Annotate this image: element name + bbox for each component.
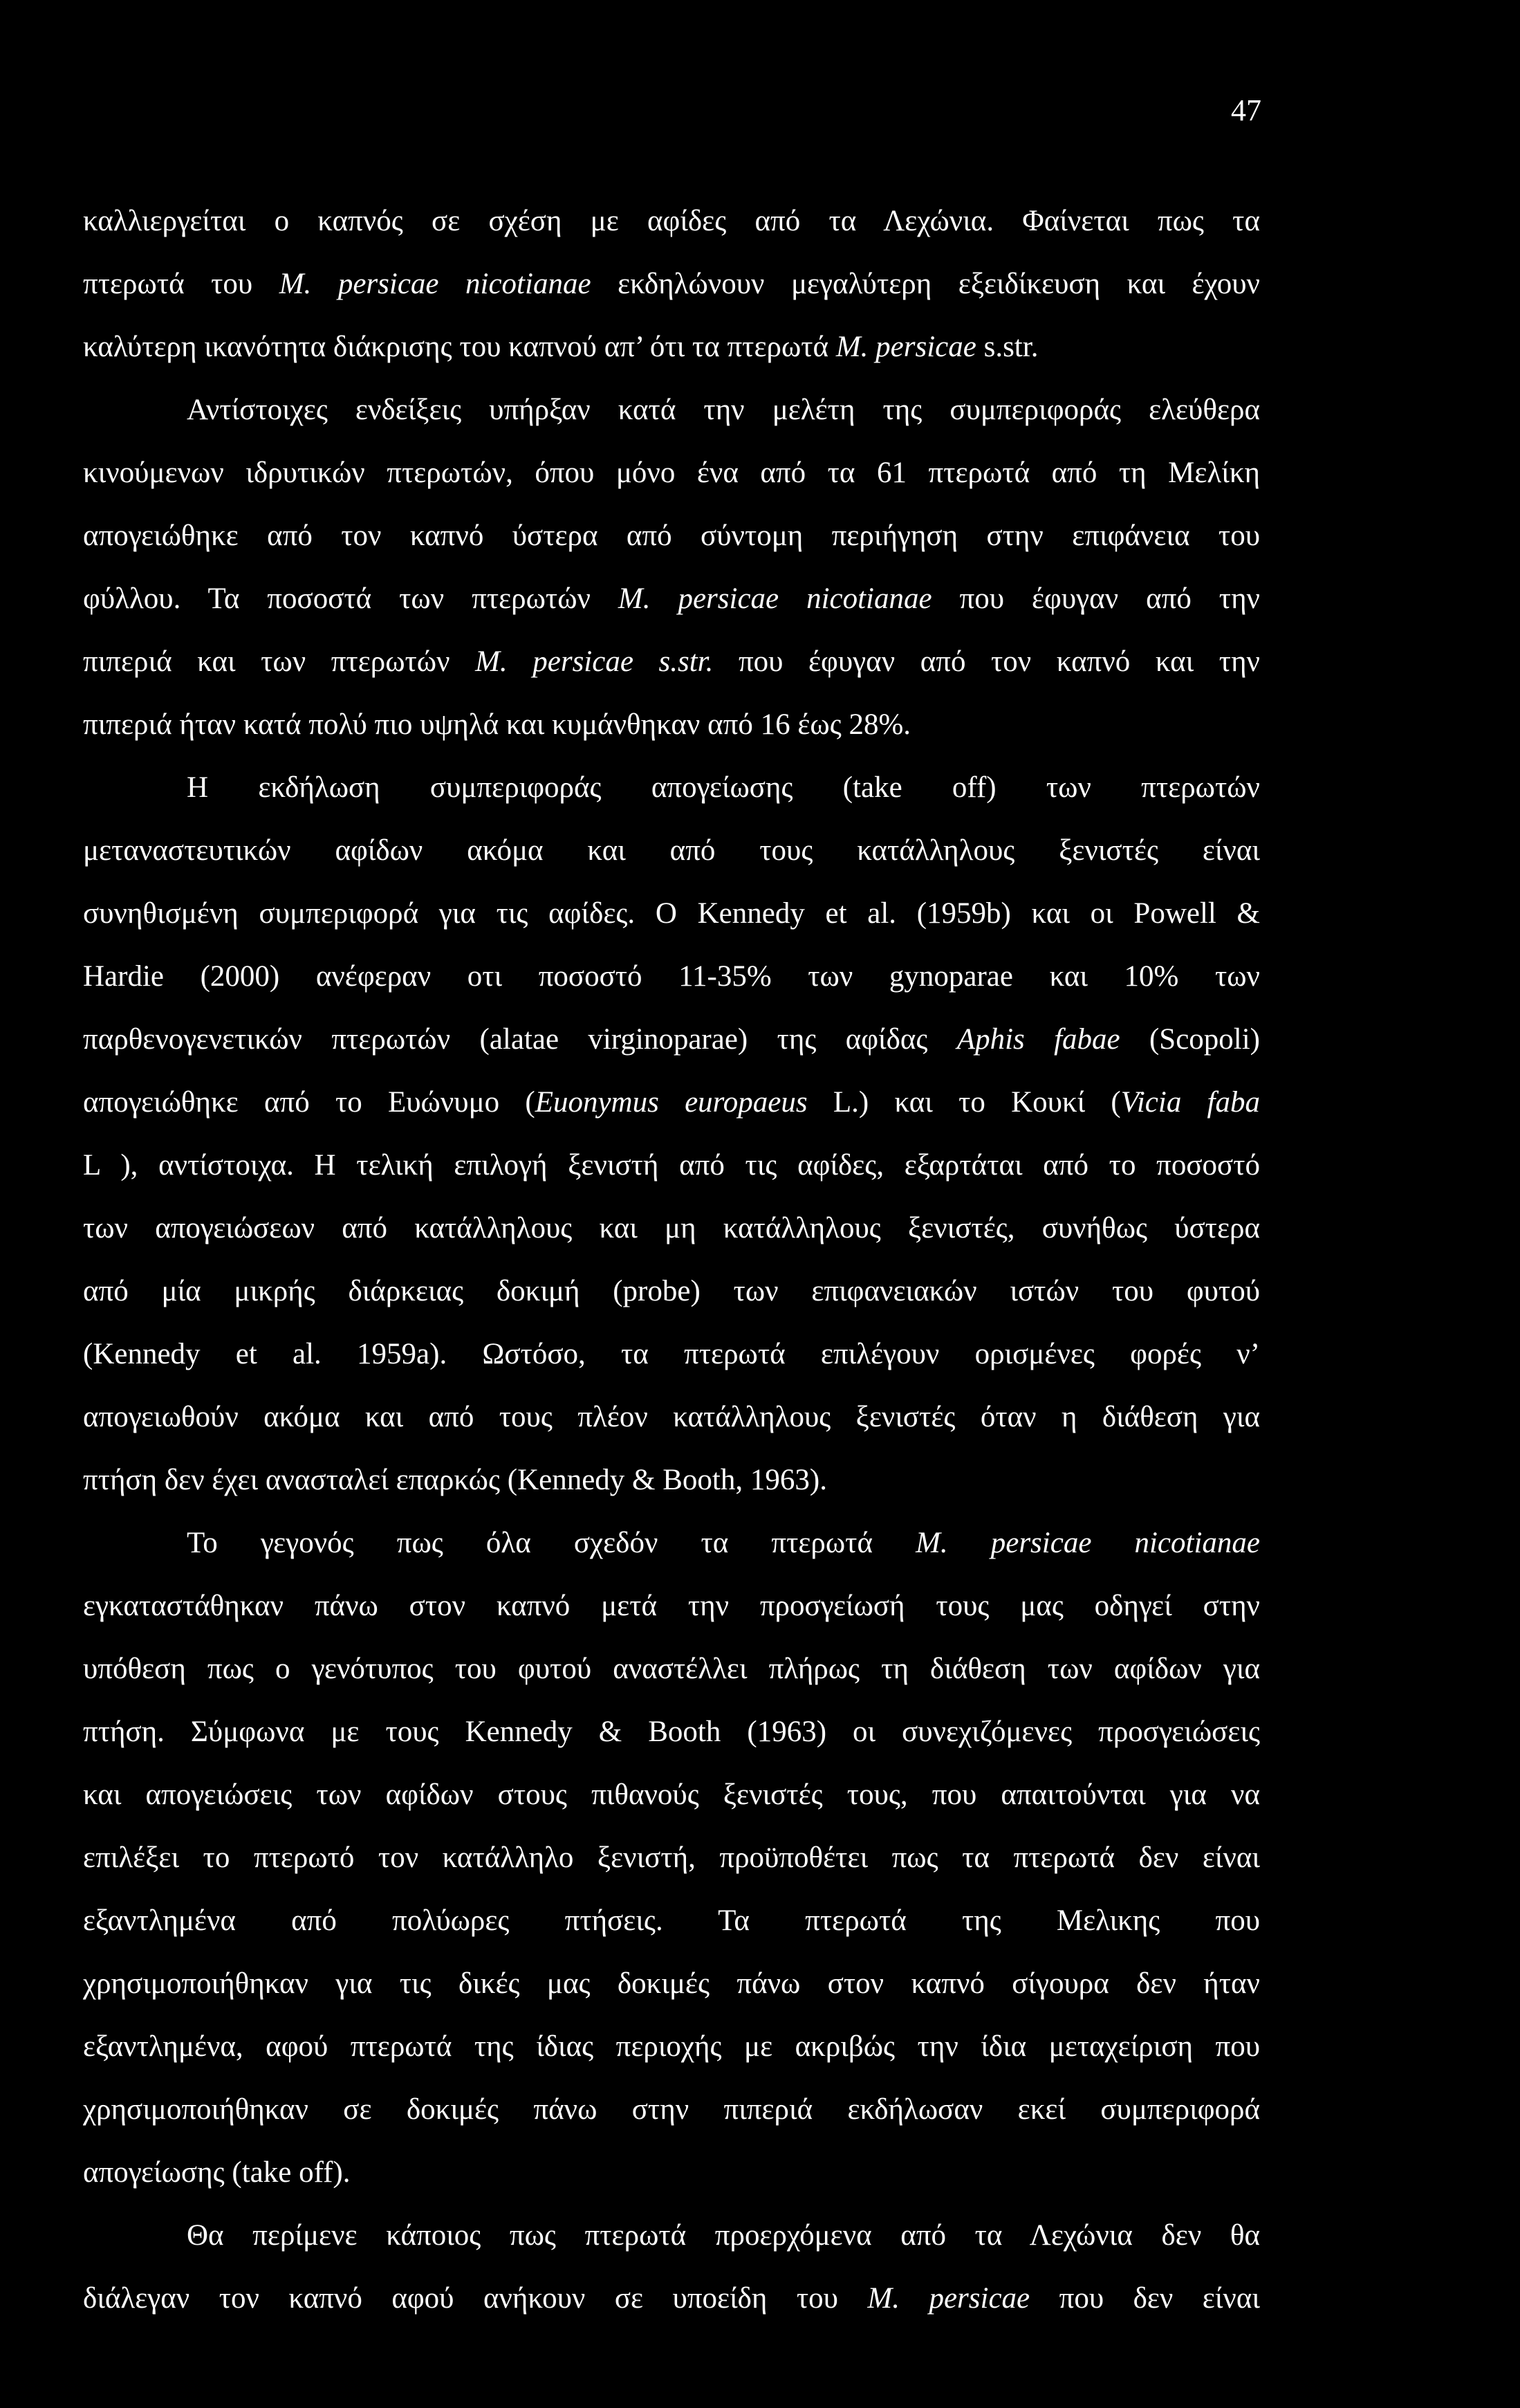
text-line [83,2077,1260,2143]
text-line [83,314,1260,380]
text-segment: απογειώθηκε από το Ευώνυμο ( [83,1086,535,1119]
italic-term: Aphis fabae [956,1023,1120,1056]
text-line [83,2140,1260,2206]
text-line [83,1447,1260,1514]
text-segment: απογειώθηκε από τον καπνό ύστερα από σύντομη περιήγηση στην επιφάνεια του [83,520,1260,552]
text-segment: εξαντλημένα, αφού πτερωτά της ίδιας περιοχής με ακριβώς την ίδια μεταχείριση που [83,2030,1260,2063]
text-line [83,1007,1260,1073]
text-line [83,1825,1260,1891]
text-line [83,1573,1260,1639]
text-line [83,1762,1260,1828]
text-segment: (Kennedy et al. 1959a). Ωστόσο, τα πτερωτά επιλέγουν ορισμένες φορές ν’ [83,1338,1260,1370]
text-segment: πτήση δεν έχει ανασταλεί επαρκώς (Kennedy & Booth, 1963). [83,1464,827,1496]
text-line [83,503,1260,569]
text-segment: Το γεγονός πως όλα σχεδόν τα πτερωτά [187,1527,916,1559]
text-segment: απογείωσης (take off). [83,2156,351,2189]
text-segment: απογειωθούν ακόμα και από τους πλέον κατάλληλους ξενιστές όταν η διάθεση για [83,1401,1260,1433]
text-segment: Η εκδήλωση συμπεριφοράς απογείωσης (take off) των πτερωτών [187,771,1260,804]
text-segment: L ), αντίστοιχα. Η τελική επιλογή ξενιστή από τις αφίδες, εξαρτάται από το ποσοστό [83,1149,1260,1182]
text-segment: χρησιμοποιήθηκαν για τις δικές μας δοκιμές πάνω στον καπνό σίγουρα δεν ήταν [83,1967,1260,2000]
text-line [83,1069,1260,1136]
text-segment: πτερωτά του [83,268,279,300]
italic-term: M. persicae s.str. [475,645,714,678]
text-segment: συνηθισμένη συμπεριφορά για τις αφίδες. Ο Kennedy et al. (1959b) και οι Powell & [83,897,1260,930]
text-segment: από μία μικρής διάρκειας δοκιμή (probe) των επιφανειακών ιστών του φυτού [83,1275,1260,1307]
text-segment: που έφυγαν από τον καπνό και την [713,645,1260,678]
text-line [83,188,1260,255]
text-line [83,2014,1260,2080]
italic-term: M. persicae nicotianae [618,582,932,615]
text-line [83,1321,1260,1388]
italic-term: Vicia faba [1120,1086,1261,1119]
text-segment: υπόθεση πως ο γενότυπος του φυτού αναστέλλει πλήρως τη διάθεση των αφίδων για [83,1653,1260,1685]
text-segment: καλύτερη ικανότητα διάκρισης του καπνού απ’ ότι τα πτερωτά [83,331,836,363]
text-segment: που έφυγαν από την [932,582,1260,615]
text-line [83,2265,1260,2332]
text-line [83,881,1260,947]
text-line [83,692,1260,758]
text-line [83,1888,1260,1954]
italic-term: M. persicae [835,331,976,363]
text-line [83,440,1260,506]
italic-term: Euonymus europaeus [535,1086,808,1119]
text-segment: πιπεριά και των πτερωτών [83,645,476,678]
text-segment: παρθενογενετικών πτερωτών (alatae virginoparae) της αφίδας [83,1023,957,1056]
text-line [83,1384,1260,1451]
text-segment: των απογειώσεων από κατάλληλους και μη κατάλληλους ξενιστές, συνήθως ύστερα [83,1212,1260,1244]
text-line [83,1951,1260,2017]
italic-term: M. persicae [867,2282,1030,2315]
page-number: 47 [1231,93,1261,127]
text-line [83,566,1260,632]
text-segment: s.str. [976,331,1039,363]
text-segment: και απογειώσεις των αφίδων στους πιθανούς ξενιστές τους, που απαιτούνται για να [83,1779,1260,1811]
text-segment: Αντίστοιχες ενδείξεις υπήρξαν κατά την μελέτη της συμπεριφοράς ελεύθερα [187,394,1260,426]
text-line [83,251,1260,318]
text-segment: που δεν είναι [1030,2282,1260,2315]
text-segment: διάλεγαν τον καπνό αφού ανήκουν σε υποείδη του [83,2282,868,2315]
text-segment: μεταναστευτικών αφίδων ακόμα και από τους κατάλληλους ξενιστές είναι [83,834,1260,867]
text-line [187,377,1260,443]
text-segment: (Scopoli) [1120,1023,1260,1056]
text-segment: Hardie (2000) ανέφεραν οτι ποσοστό 11-35% των gynoparae και 10% των [83,960,1260,993]
text-segment: κινούμενων ιδρυτικών πτερωτών, όπου μόνο ένα από τα 61 πτερωτά από τη Μελίκη [83,457,1260,489]
text-segment: Θα περίμενε κάποιος πως πτερωτά προερχόμενα από τα Λεχώνια δεν θα [187,2219,1260,2252]
text-line [83,1195,1260,1262]
text-segment: επιλέξει το πτερωτό τον κατάλληλο ξενιστή, προϋποθέτει πως τα πτερωτά δεν είναι [83,1841,1260,1874]
text-line [83,1258,1260,1325]
italic-term: M. persicae nicotianae [916,1527,1260,1559]
text-segment: εγκαταστάθηκαν πάνω στον καπνό μετά την προσγείωσή τους μας οδηγεί στην [83,1590,1260,1622]
text-segment: χρησιμοποιήθηκαν σε δοκιμές πάνω στην πιπεριά εκδήλωσαν εκεί συμπεριφορά [83,2093,1260,2126]
italic-term: M. persicae nicotianae [279,268,591,300]
text-line [83,818,1260,884]
text-line [187,1510,1260,1577]
text-line [83,1636,1260,1702]
text-line [83,1132,1260,1199]
text-line [83,629,1260,695]
text-segment: L.) και το Κουκί ( [807,1086,1121,1119]
text-segment: καλλιεργείται ο καπνός σε σχέση με αφίδες από τα Λεχώνια. Φαίνεται πως τα [83,205,1260,237]
text-segment: εκδηλώνουν μεγαλύτερη εξειδίκευση και έχουν [591,268,1260,300]
text-line [187,2203,1260,2269]
text-segment: πιπεριά ήταν κατά πολύ πιο υψηλά και κυμάνθηκαν από 16 έως 28%. [83,708,911,741]
text-line [83,1699,1260,1765]
text-line [83,944,1260,1010]
text-segment: φύλλου. Τα ποσοστά των πτερωτών [83,582,618,615]
text-line [187,755,1260,821]
text-segment: εξαντλημένα από πολύωρες πτήσεις. Τα πτερωτά της Μελικης που [83,1904,1260,1937]
text-segment: πτήση. Σύμφωνα με τους Kennedy & Booth (1963) οι συνεχιζόμενες προσγειώσεις [83,1716,1260,1748]
